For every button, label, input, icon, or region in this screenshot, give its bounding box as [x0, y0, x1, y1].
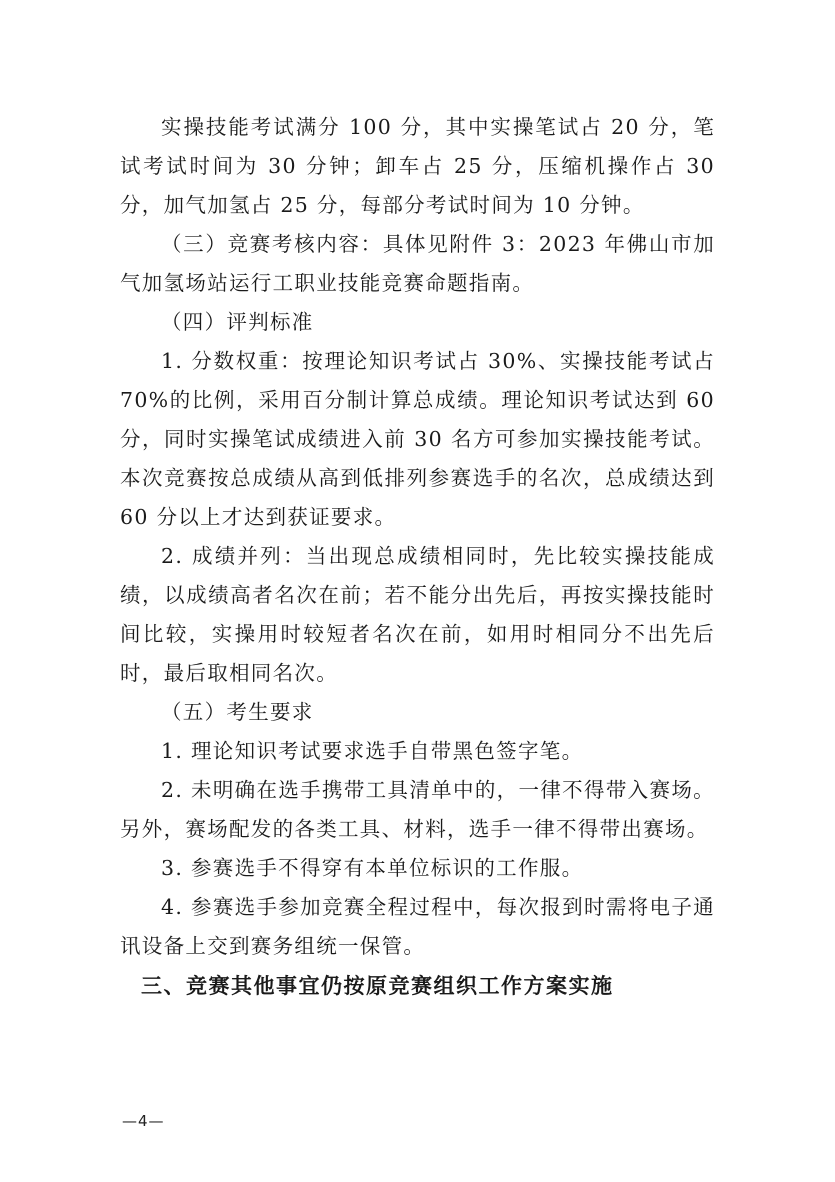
paragraph-score-weighting: 1. 分数权重：按理论知识考试占 30%、实操技能考试占 70%的比例，采用百分制计算总成绩。理论知识考试达到 60 分，同时实操笔试成绩进入前 30 名方可参加实操技能考试。本次竞赛按总成绩从高到低排列参赛选手的名次，总成绩达到 60 分以上才达到获证要求。: [120, 349, 715, 529]
page-number: —4—: [122, 1112, 165, 1130]
paragraph-requirement-2: 2. 未明确在选手携带工具清单中的，一律不得带入赛场。另外，赛场配发的各类工具、材料，选手一律不得带出赛场。: [120, 778, 715, 841]
paragraph-section-4-heading: （四）评判标准: [161, 310, 314, 334]
paragraph-section-3-content: （三）竞赛考核内容：具体见附件 3：2023 年佛山市加气加氢场站运行工职业技能竞赛命题指南。: [120, 232, 715, 295]
paragraph-section-5-heading: （五）考生要求: [161, 700, 314, 724]
paragraph-practical-exam-scoring: 实操技能考试满分 100 分，其中实操笔试占 20 分，笔试考试时间为 30 分钟；卸车占 25 分，压缩机操作占 30 分，加气加氢占 25 分，每部分考试时间为 10 分钟。: [120, 115, 715, 217]
document-body: [120, 108, 715, 1006]
paragraph-requirement-4: 4. 参赛选手参加竞赛全程过程中，每次报到时需将电子通讯设备上交到赛务组统一保管。: [120, 895, 715, 958]
paragraph-tie-break: 2. 成绩并列：当出现总成绩相同时，先比较实操技能成绩，以成绩高者名次在前；若不能分出先后，再按实操技能时间比较，实操用时较短者名次在前，如用时相同分不出先后时，最后取相同名次。: [120, 544, 715, 685]
section-heading-other-matters: 三、竞赛其他事宜仍按原竞赛组织工作方案实施: [141, 974, 614, 998]
paragraph-requirement-1: 1. 理论知识考试要求选手自带黑色签字笔。: [161, 739, 584, 763]
paragraph-requirement-3: 3. 参赛选手不得穿有本单位标识的工作服。: [161, 856, 584, 880]
